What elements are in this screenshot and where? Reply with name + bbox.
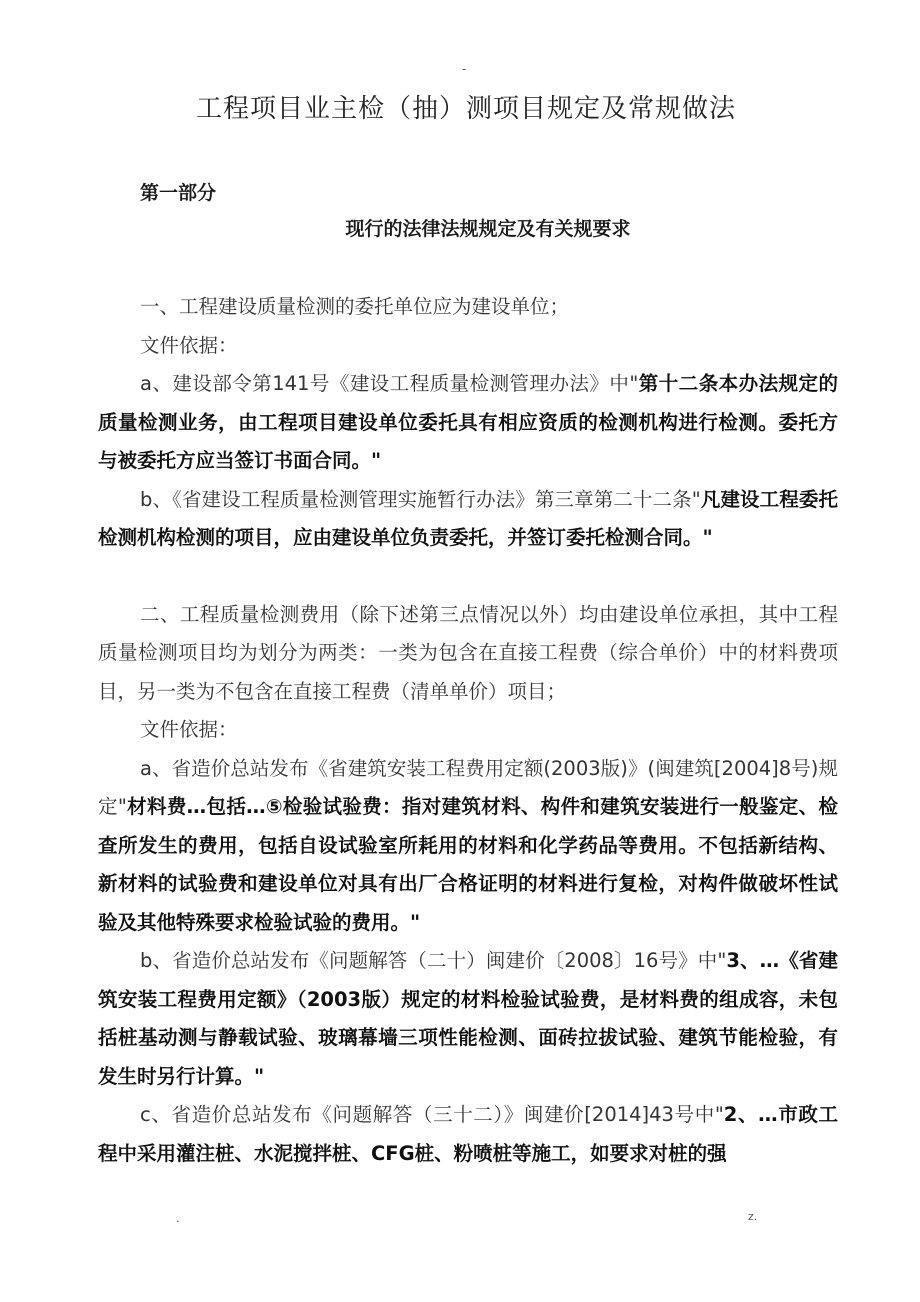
- citation-source: c、省造价总站发布《问题解答（三十二）》闽建价[2014]43号中": [140, 1103, 724, 1126]
- paragraph-basis-label-2: 文件依据：: [140, 718, 238, 741]
- citation-quote: 2、…市政工程中采用灌注桩、水泥搅拌桩、CFG桩、粉喷桩等施工，如要求对桩的强: [98, 1103, 838, 1165]
- footer-left-mark: .: [176, 1212, 180, 1225]
- section-title: 现行的法律法规规定及有关规要求: [345, 218, 631, 240]
- paragraph-gap: [98, 558, 838, 596]
- part-label: 第一部分: [140, 182, 217, 204]
- footer-right-mark: z.: [748, 1210, 758, 1223]
- paragraph-item-2: 二、工程质量检测费用（除下述第三点情况以外）均由建设单位承担，其中工程质量检测项目均为划分为两类：一类为包含在直接工程费（综合单价）中的材料费项目，另一类为不包含在直接工程费（清单单价）项目；: [98, 602, 838, 703]
- paragraph-basis-a-1: [98, 365, 838, 481]
- paragraph-basis-c-2: [98, 1096, 838, 1173]
- paragraph-basis-label-1: 文件依据：: [140, 333, 238, 357]
- paragraph-basis-b-1: [98, 481, 838, 558]
- paragraph-basis-b-2: [98, 942, 838, 1096]
- citation-source: b、省造价总站发布《问题解答（二十）闽建价〔2008〕16号》中": [140, 949, 727, 972]
- paragraph-item-1: 一、工程建设质量检测的委托单位应为建设单位；: [140, 295, 570, 318]
- paragraph-basis-a-2: [98, 750, 838, 943]
- citation-quote: 3、…《省建筑安装工程费用定额》（2003版）规定的材料检验试验费，是材料费的组成容，未包括桩基动测与静载试验、玻璃幕墙三项性能检测、面砖拉拔试验、建筑节能检验，有发生时另行计算。": [98, 949, 838, 1088]
- citation-quote: 材料费…包括…⑤检验试验费：指对建筑材料、构件和建筑安装进行一般鉴定、检查所发生的费用，包括自设试验室所耗用的材料和化学药品等费用。不包括新结构、新材料的试验费和建设单位对具有出厂合格证明的材料进行复检，对构件做破坏性试验及其他特殊要求检验试验的费用。": [98, 795, 838, 934]
- citation-quote: 第十二条本办法规定的质量检测业务，由工程项目建设单位委托具有相应资质的检测机构进行检测。委托方与被委托方应当签订书面合同。": [98, 372, 838, 472]
- citation-source: b、《省建设工程质量检测管理实施暂行办法》第三章第二十二条": [140, 487, 701, 511]
- document-title: 工程项目业主检（抽）测项目规定及常规做法: [195, 94, 736, 124]
- citation-source: a、建设部令第141号《建设工程质量检测管理办法》中": [140, 372, 639, 395]
- header-mark: -: [462, 62, 467, 76]
- citation-source: a、省造价总站发布《省建筑安装工程费用定额(2003版)》(闽建筑[2004]8号)规定": [98, 756, 838, 818]
- citation-quote: 凡建设工程委托检测机构检测的项目，应由建设单位负责委托，并签订委托检测合同。": [98, 487, 838, 549]
- document-body: [98, 288, 838, 1173]
